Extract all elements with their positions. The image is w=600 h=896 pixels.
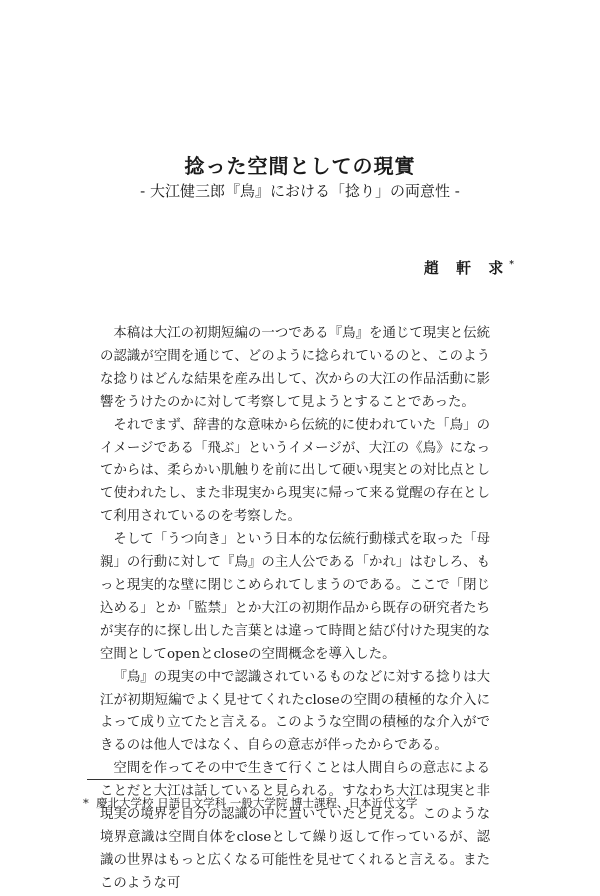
author-footnote-mark: * — [509, 260, 514, 270]
paper-title: 捻った空間としての現實 — [184, 154, 416, 178]
paragraph: 本稿は大江の初期短編の一つである『鳥』を通じて現実と伝統の認識が空間を通じて、どのように捻られているのと、このような捻りはどんな結果を産み出して、次からの大江の作品活動に影響をうけたのかに対して考察して見ようとすることであった。 — [100, 326, 490, 410]
paragraph: 空間を作ってその中で生きて行くことは人間自らの意志によることだと大江は話していると見られる。すなわち大江は現実と非現実の境界を自分の認識の中に置いていたと見える。このような境界意識は空間自体をcloseとして繰り返して作っているが、認識の世界はもっと広くなる可能性を見せてくれると言える。またこのような可 — [100, 761, 490, 891]
footnote-mark: * — [83, 796, 89, 810]
paragraph: それでまず、辞書的な意味から伝統的に使われていた「鳥」のイメージである「飛ぶ」というイメージが、大江の《鳥》になってからは、柔らかい肌触りを前に出して硬い現実との対比点として使われたし、また非現実から現実に帰って来る覚醒の存在として利用されているのを考察した。 — [100, 417, 490, 525]
footnote-text: 慶北大学校 日語日文学科 一般大学院 博士課程、日本近代文学 — [96, 796, 418, 810]
footnote-divider — [87, 779, 287, 780]
author-name: 趙 軒 求 — [423, 259, 510, 277]
paper-subtitle: - 大江健三郎『鳥』における「捻り」の両意性 - — [140, 182, 460, 200]
paragraph: 『鳥』の現実の中で認識されているものなどに対する捻りは大江が初期短編でよく見せてくれたcloseの空間の積極的な介入によって成り立てたと言える。このような空間の積極的な介入ができるのは他人ではなく、自らの意志が伴ったからである。 — [100, 669, 490, 754]
footnote — [83, 795, 418, 811]
author — [424, 257, 514, 278]
paragraph: そして「うつ向き」という日本的な伝統行動様式を取った「母親」の行動に対して『鳥』の主人公である「かれ」はむしろ、もっと現実的な壁に閉じこめられてしまうのである。ここで「閉じ込める」とか「監禁」とか大江の初期作品から既存の研究者たちが実存的に探し出した言葉とは違って時間と結び付けた現実的な空間としてopenとcloseの空間概念を導入した。 — [100, 532, 490, 662]
